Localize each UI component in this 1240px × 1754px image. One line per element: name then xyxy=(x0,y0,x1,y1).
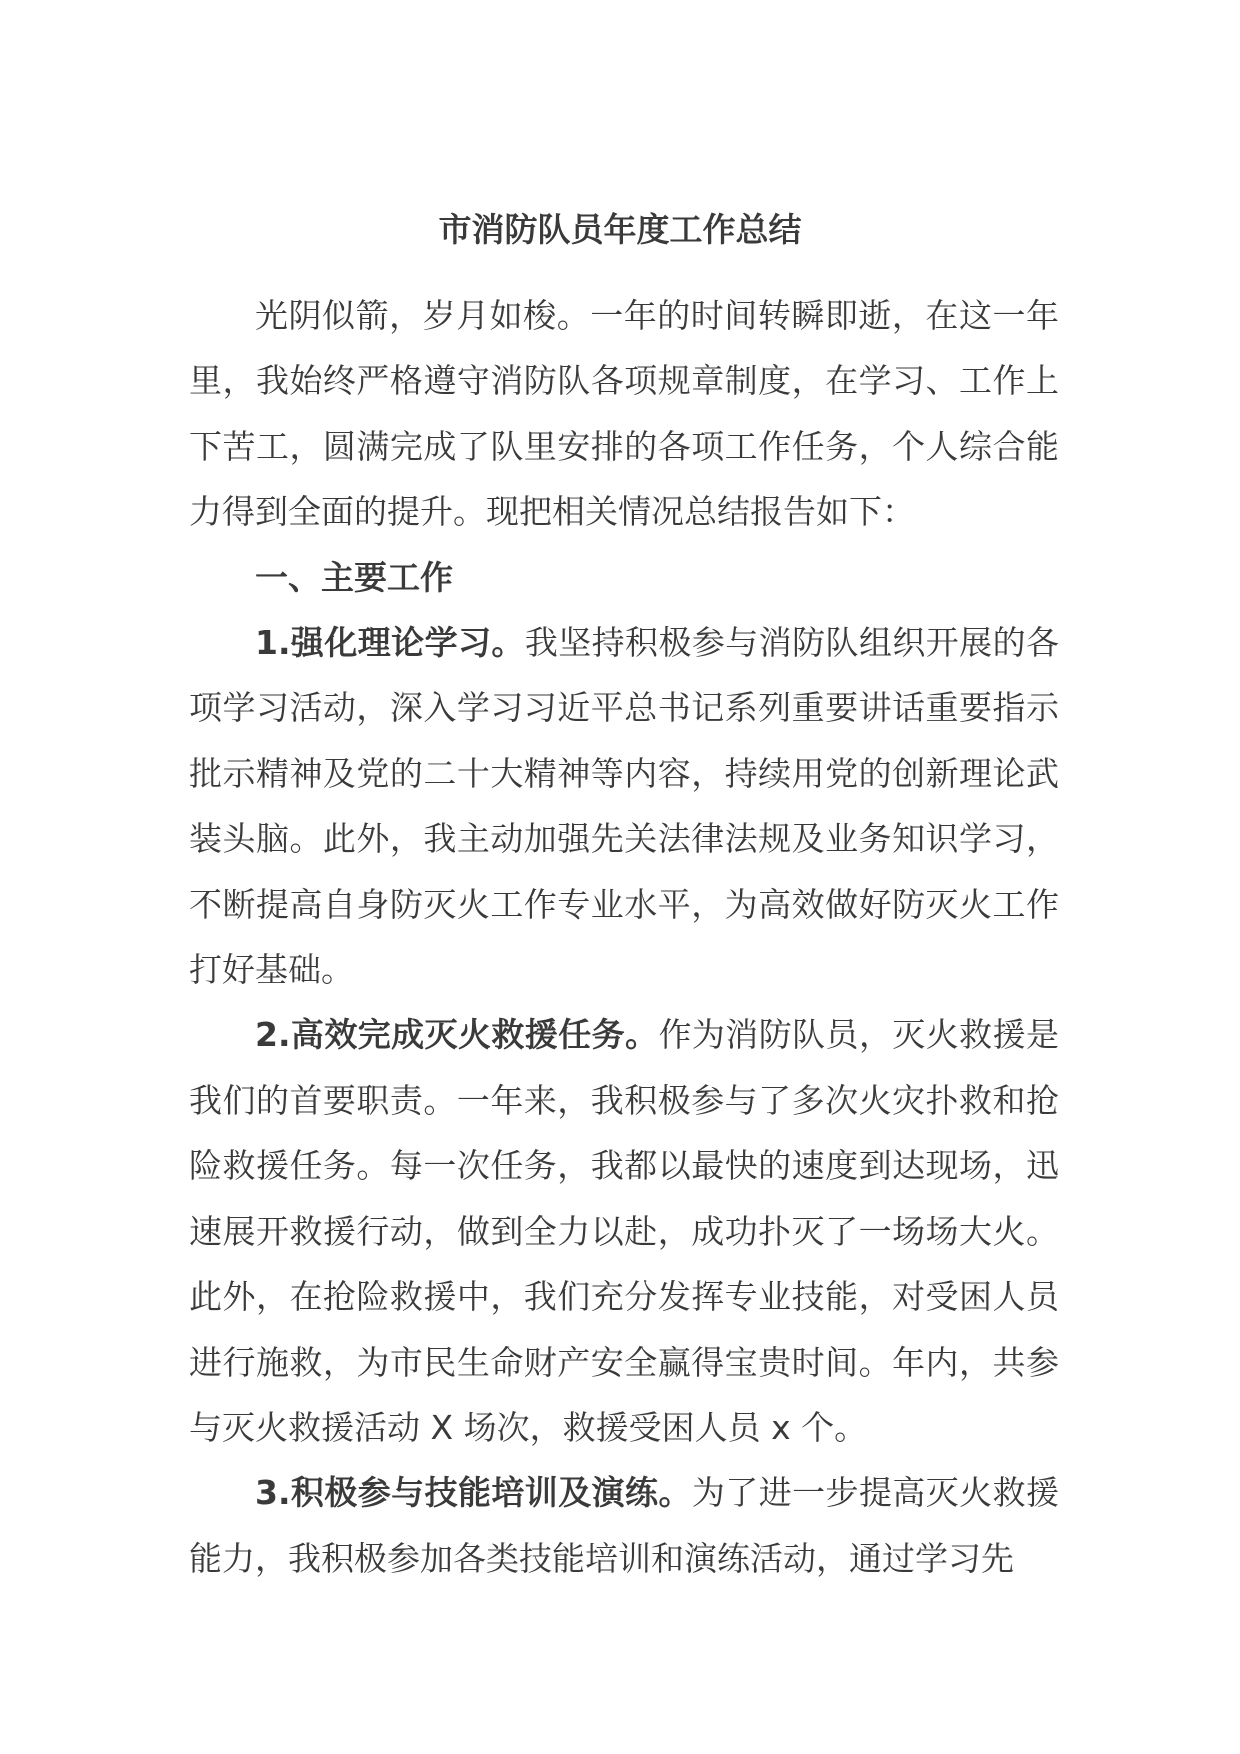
intro-paragraph: 光阴似箭，岁月如梭。一年的时间转瞬即逝，在这一年里，我始终严格遵守消防队各项规章制度，在学习、工作上下苦工，圆满完成了队里安排的各项工作任务，个人综合能力得到全面的提升。现把相关情况总结报告如下： xyxy=(189,296,1059,532)
document-body xyxy=(189,283,1059,1591)
item-text-2: 作为消防队员，灭火救援是我们的首要职责。一年来，我积极参与了多次火灾扑救和抢险救援任务。每一次任务，我都以最快的速度到达现场，迅速展开救援行动，做到全力以赴，成功扑灭了一场场大火。此外，在抢险救援中，我们充分发挥专业技能，对受困人员进行施救，为市民生命财产安全赢得宝贵时间。年内，共参与灭火救援活动 X 场次，救援受困人员 x 个。 xyxy=(189,1015,1060,1447)
item-paragraph-3 xyxy=(189,1460,1059,1591)
item-paragraph-2 xyxy=(189,1002,1059,1460)
document-title: 市消防队员年度工作总结 xyxy=(438,210,802,249)
section-heading-main-work: 一、主要工作 xyxy=(255,557,453,597)
item-paragraph-1 xyxy=(189,610,1059,1002)
item-text-3: 为了进一步提高灭火救援能力，我积极参加各类技能培训和演练活动，通过学习先 xyxy=(189,1473,1060,1578)
item-text-1: 我坚持积极参与消防队组织开展的各项学习活动，深入学习习近平总书记系列重要讲话重要指示批示精神及党的二十大精神等内容，持续用党的创新理论武装头脑。此外，我主动加强先关法律法规及业务知识学习，不断提高自身防灭火工作专业水平，为高效做好防灭火工作打好基础。 xyxy=(189,623,1060,990)
item-lead-2: 2.高效完成灭火救援任务。 xyxy=(255,1015,659,1055)
item-lead-3: 3.积极参与技能培训及演练。 xyxy=(255,1473,692,1513)
item-lead-1: 1.强化理论学习。 xyxy=(255,623,525,663)
